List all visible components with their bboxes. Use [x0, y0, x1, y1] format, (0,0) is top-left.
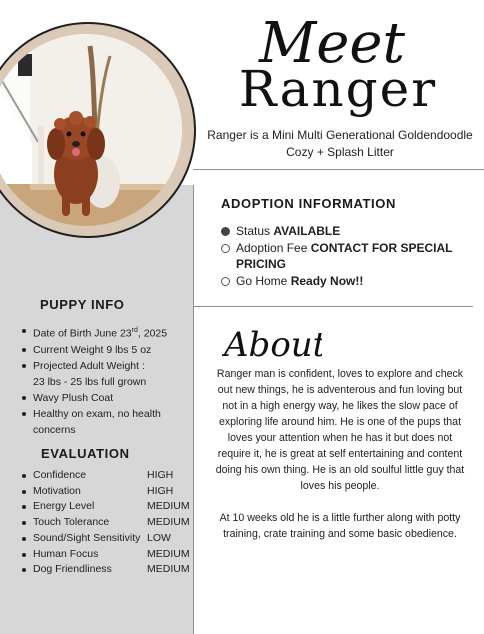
- puppy-info-heading: PUPPY INFO: [40, 297, 125, 312]
- eval-row: Dog Friendliness MEDIUM: [22, 562, 192, 578]
- adoption-item-fee: Adoption Fee CONTACT FOR SPECIAL PRICING: [221, 240, 471, 272]
- adoption-item-go-home: Go Home Ready Now!!: [221, 273, 471, 289]
- eval-row: Motivation HIGH: [22, 484, 192, 500]
- eval-row: Sound/Sight Sensitivity LOW: [22, 531, 192, 547]
- adoption-heading: ADOPTION INFORMATION: [221, 196, 396, 211]
- eval-row: Human Focus MEDIUM: [22, 547, 192, 563]
- evaluation-list: [22, 468, 192, 578]
- about-paragraph-1: Ranger man is confident, loves to explore and check out new things, he is adventerous and fun loving but not in a high energy way, he likes the slow pace of exploring life around him. He is one of the pups that loves your attention when he has it but does not require it, he is great at self entertaining and content doing his own thing. He is an old soulful little guy that loves his people.: [215, 368, 465, 492]
- subtitle-line-2: Cozy + Splash Litter: [286, 145, 394, 159]
- header-divider: [193, 169, 484, 170]
- subtitle-line-1: Ranger is a Mini Multi Generational Goldendoodle: [207, 128, 473, 142]
- eval-row: Energy Level MEDIUM: [22, 499, 192, 515]
- about-script-heading: [222, 318, 322, 366]
- puppy-info-list: [22, 323, 192, 438]
- page-title: Ranger: [238, 60, 438, 118]
- eval-row: Confidence HIGH: [22, 468, 192, 484]
- svg-text:Meet: Meet: [258, 11, 406, 76]
- info-weight: Current Weight 9 lbs 5 oz: [22, 342, 192, 358]
- info-dob: Date of Birth June 23rd, 2025: [22, 323, 192, 342]
- info-coat: Wavy Plush Coat: [22, 390, 192, 406]
- svg-text:About: About: [224, 325, 322, 365]
- vertical-divider: [193, 185, 194, 634]
- info-health: Healthy on exam, no health concerns: [22, 406, 192, 438]
- adoption-divider: [193, 306, 473, 307]
- adoption-item-status: Status AVAILABLE: [221, 223, 471, 239]
- subtitle: [198, 127, 482, 161]
- adoption-list: [221, 223, 471, 290]
- eval-row: Touch Tolerance MEDIUM: [22, 515, 192, 531]
- about-text: [212, 366, 468, 558]
- evaluation-heading: EVALUATION: [41, 446, 130, 461]
- info-projected-weight: Projected Adult Weight : 23 lbs - 25 lbs full grown: [22, 358, 192, 390]
- about-paragraph-2: At 10 weeks old he is a little further along with potty training, crate training and some basic obedience.: [219, 512, 461, 540]
